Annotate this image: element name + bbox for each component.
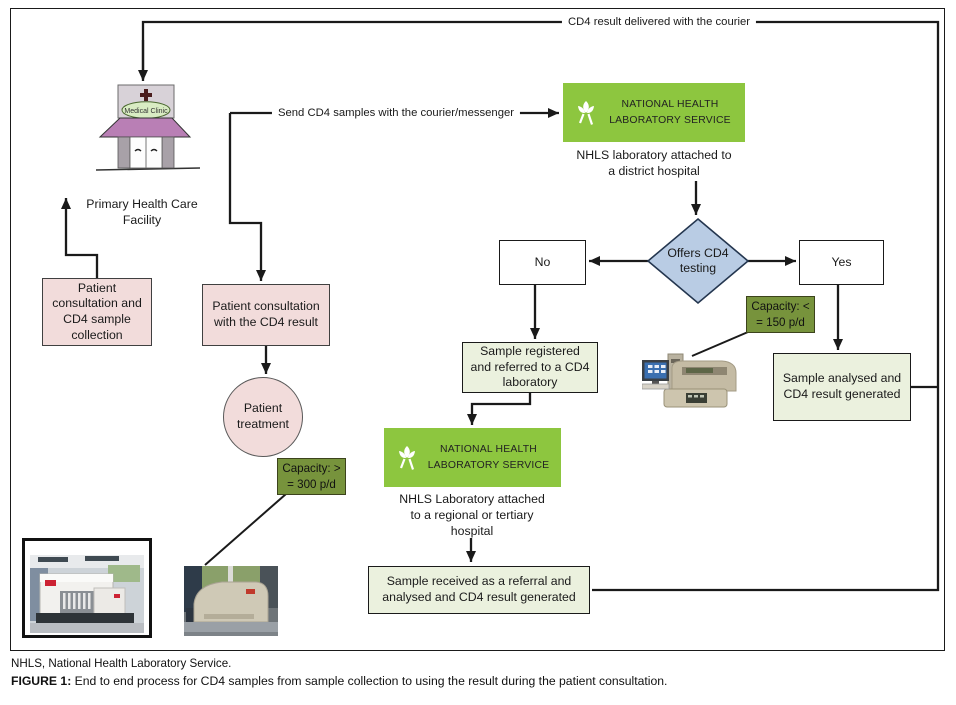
node-sample-registered: Sample registered and referred to a CD4 laboratory — [462, 342, 598, 393]
nhls-logo-icon — [396, 445, 418, 471]
figure-caption — [11, 674, 667, 688]
node-consult-result: Patient consultation with the CD4 result — [202, 284, 330, 346]
nhls-banner-text: NATIONAL HEALTH LABORATORY SERVICE — [427, 444, 550, 471]
figure-caption-label: FIGURE 1: — [11, 674, 72, 688]
capacity-district-callout: Capacity: < = 150 p/d — [746, 296, 815, 333]
cd4-analyzer-icon — [642, 350, 740, 416]
node-yes: Yes — [799, 240, 884, 285]
node-sample-analysed: Sample analysed and CD4 result generated — [773, 353, 911, 421]
medical-clinic-icon — [96, 84, 200, 172]
leader-capacity-regional — [205, 494, 286, 565]
cd4-lab-photo-frame — [22, 538, 152, 638]
benchtop-analyzer-photo — [184, 566, 278, 636]
node-consult-collection: Patient consultation and CD4 sample collection — [42, 278, 152, 346]
node-no: No — [499, 240, 586, 285]
nhls-banner-district — [563, 83, 745, 142]
clinic-sign-text: Medical Clinic — [124, 108, 168, 115]
label-courier-return: CD4 result delivered with the courier — [562, 16, 756, 28]
decision-label: Offers CD4 testing — [667, 245, 729, 275]
capacity-regional-callout: Capacity: > = 300 p/d — [277, 458, 346, 495]
regional-lab-caption: NHLS Laboratory attached to a regional or tertiary hospital — [399, 492, 545, 538]
district-lab-caption: NHLS laboratory attached to a district hospital — [576, 148, 732, 178]
node-sample-received: Sample received as a referral and analysed and CD4 result generated — [368, 566, 590, 614]
abbreviation-note: NHLS, National Health Laboratory Service. — [11, 657, 232, 670]
node-patient-treatment: Patient treatment — [223, 377, 303, 457]
figure-caption-text: End to end process for CD4 samples from sample collection to using the result during the patient consultation. — [71, 674, 668, 688]
nhls-banner-regional — [384, 428, 561, 487]
label-send-samples: Send CD4 samples with the courier/messenger — [272, 107, 520, 119]
arrow-to-consult-result — [230, 113, 261, 281]
cd4-lab-photo — [30, 555, 144, 633]
nhls-logo-icon — [575, 100, 597, 126]
phc-facility-label: Primary Health Care Facility — [86, 197, 198, 227]
nhls-banner-text: NATIONAL HEALTH LABORATORY SERVICE — [609, 99, 731, 126]
arrow-registered-to-regional — [472, 392, 530, 425]
